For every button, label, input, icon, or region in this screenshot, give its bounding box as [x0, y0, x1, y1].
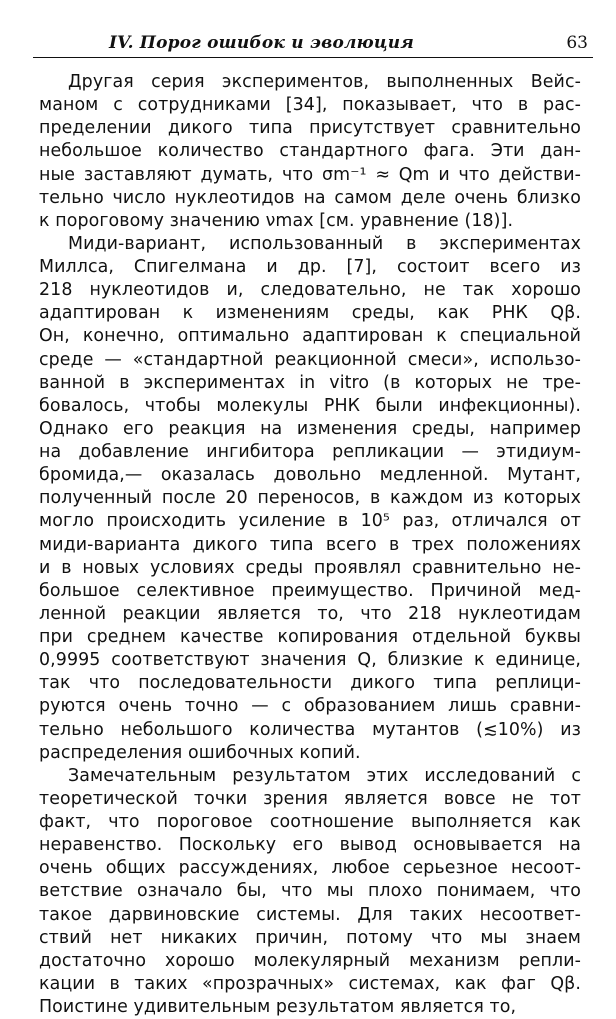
- text-line: ленной реакции является то, что 218 нуклеотидам: [39, 603, 581, 624]
- text-line: распределения ошибочных копий.: [39, 742, 361, 763]
- text-line: 218 нуклеотидов и, следовательно, не так хорошо: [39, 280, 581, 301]
- text-line: среде — «стандартной реакционной смеси», использо-: [39, 349, 581, 370]
- header-rule: [33, 57, 593, 58]
- text-line: бовалось, чтобы молекулы РНК были инфекционны).: [39, 395, 581, 416]
- text-line: бромида,— оказалась довольно медленной. Мутант,: [39, 465, 581, 486]
- text-line: адаптирован к изменениям среды, как РНК Qβ.: [39, 303, 581, 324]
- text-line: тельно число нуклеотидов на самом деле очень близко: [39, 187, 581, 208]
- text-line: и в новых условиях среды проявлял сравнительно не-: [39, 557, 581, 578]
- text-line: кации в таких «прозрачных» системах, как фаг Qβ.: [39, 973, 581, 994]
- text-line: Миллса, Спигелмана и др. [7], состоит всего из: [39, 257, 581, 277]
- text-line: Замечательным результатом этих исследований с: [68, 765, 581, 786]
- text-line: 0,9995 соответствуют значения Q, близкие к единице,: [39, 650, 581, 671]
- text-line: Однако его реакция на изменения среды, например: [39, 418, 581, 439]
- paragraph: [39, 71, 581, 233]
- text-line: полученный после 20 переносов, в каждом из которых: [39, 488, 581, 509]
- paragraph: [39, 765, 581, 1019]
- text-line: маном с сотрудниками [34], показывает, что в рас-: [39, 95, 581, 116]
- text-line: достаточно хорошо молекулярный механизм репли-: [39, 950, 581, 971]
- text-line: Миди-вариант, использованный в экспериментах: [68, 233, 581, 254]
- text-line: тельно небольшого количества мутантов (≲10%) из: [39, 719, 581, 740]
- page-number: 63: [566, 33, 588, 53]
- text-line: факт, что пороговое соотношение выполняется как: [39, 812, 581, 832]
- text-line: ные заставляют думать, что σm⁻¹ ≈ Qm и что действи-: [39, 164, 581, 185]
- text-line: неравенство. Поскольку его вывод основывается на: [39, 835, 581, 856]
- text-line: Другая серия экспериментов, выполненных Вейс-: [68, 72, 581, 92]
- text-line: Он, конечно, оптимально адаптирован к специальной: [39, 326, 581, 347]
- text-line: к пороговому значению νmax [см. уравнение (18)].: [39, 210, 514, 231]
- text-line: пределении дикого типа присутствует сравнительно: [39, 118, 581, 139]
- running-header: [34, 31, 590, 57]
- text-line: ствий нет никаких причин, потому что мы знаем: [39, 927, 581, 948]
- text-line: небольшое количество стандартного фага. Эти дан-: [39, 141, 581, 162]
- text-line: руются очень точно — с образованием лишь сравни-: [39, 696, 581, 717]
- text-line: большое селективное преимущество. Причиной мед-: [39, 580, 581, 601]
- text-line: ветствие означало бы, что мы плохо понимаем, что: [39, 881, 581, 902]
- text-line: такое дарвиновские системы. Для таких несоответ-: [39, 904, 581, 925]
- text-line: ванной в экспериментах in vitro (в которых не тре-: [39, 372, 581, 393]
- body-text: [39, 71, 581, 1019]
- chapter-title: IV. Порог ошибок и эволюция: [109, 33, 414, 53]
- text-line: теоретической точки зрения является вовсе не тот: [39, 788, 581, 809]
- text-line: на добавление ингибитора репликации — этидиум-: [39, 442, 581, 462]
- text-line: при среднем качестве копирования отдельной буквы: [39, 627, 581, 647]
- paragraph: [39, 233, 581, 765]
- text-line: очень общих рассуждениях, любое серьезное несоот-: [39, 858, 581, 879]
- text-line: так что последовательности дикого типа реплици-: [39, 673, 581, 694]
- text-line: Поистине удивительным результатом является то,: [39, 997, 517, 1017]
- text-line: миди-варианта дикого типа всего в трех положениях: [39, 534, 581, 555]
- text-line: могло происходить усиление в 10⁵ раз, отличался от: [39, 511, 581, 532]
